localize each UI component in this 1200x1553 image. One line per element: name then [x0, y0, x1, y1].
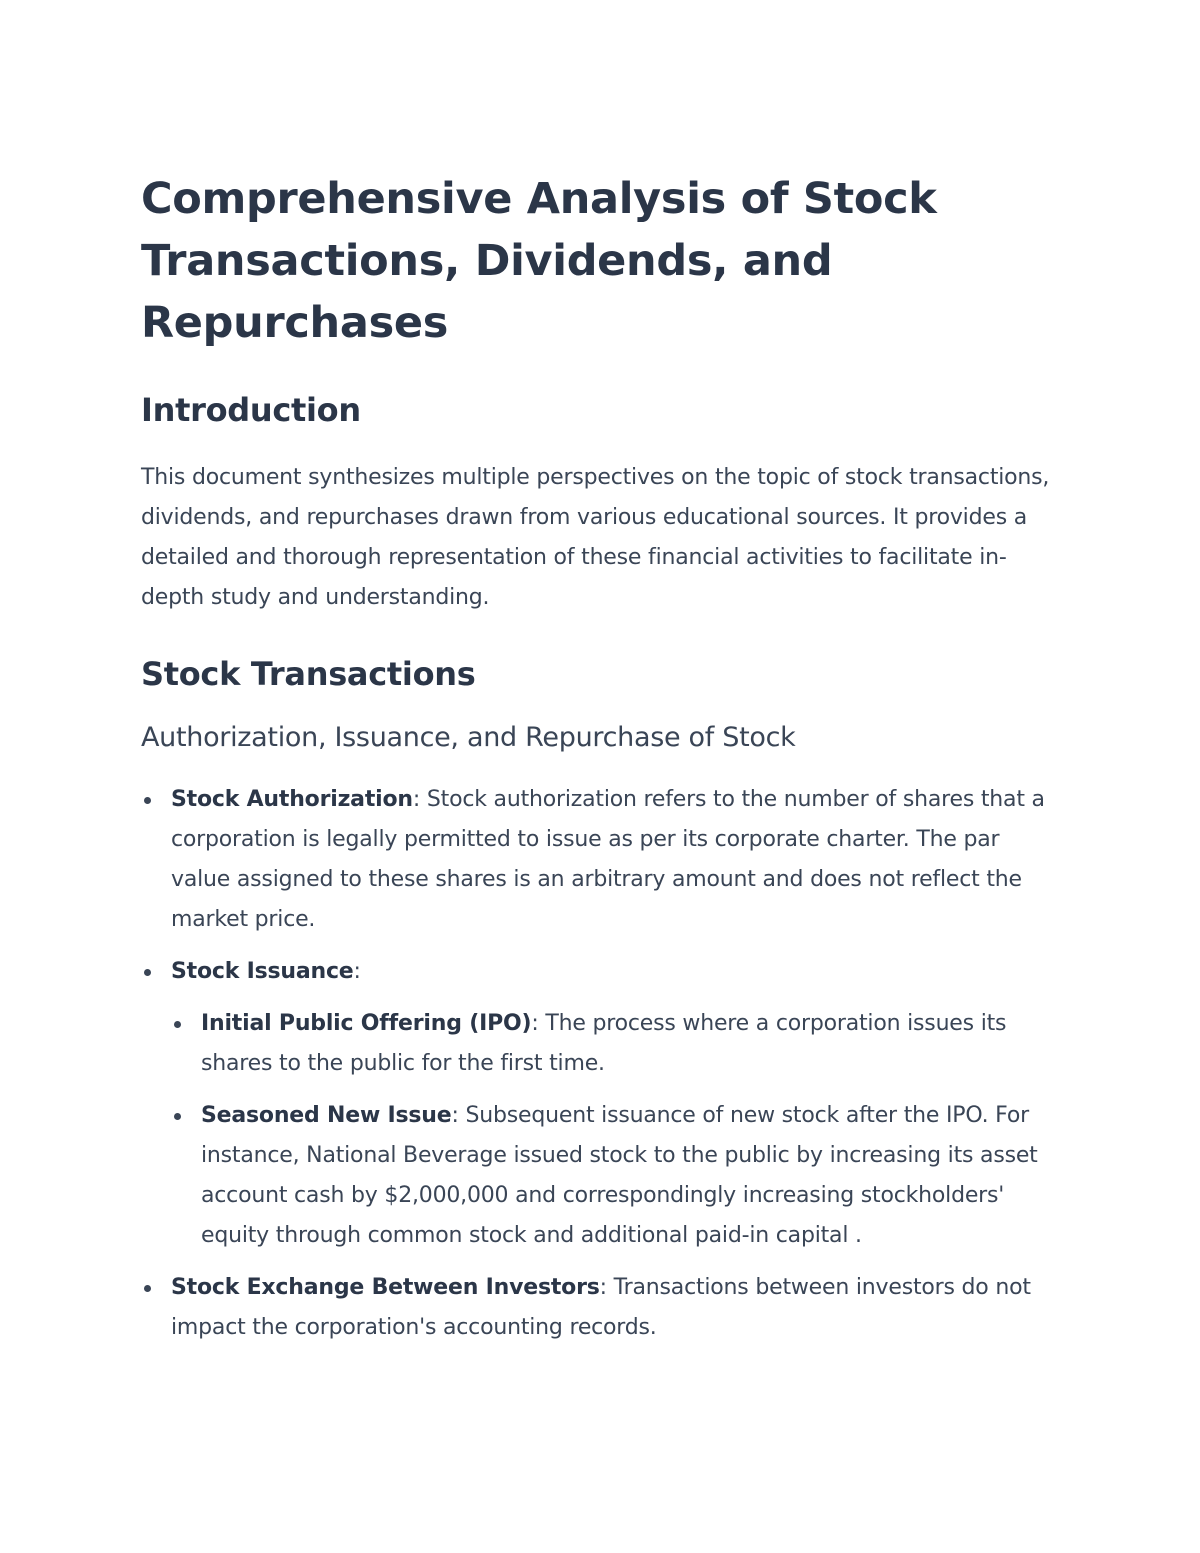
term-seasoned-new-issue: Seasoned New Issue — [201, 1103, 452, 1128]
list-item-stock-exchange — [141, 1268, 1060, 1348]
list-item-stock-issuance — [141, 952, 1060, 1256]
desc-stock-authorization: : Stock authorization refers to the number of shares that a corporation is legally permitted to issue as per its corporate charter. The par value assigned to these shares is an arbitrary amount and does not reflect the market price. — [171, 787, 1045, 932]
introduction-paragraph: This document synthesizes multiple perspectives on the topic of stock transactions, dividends, and repurchases drawn from various educational sources. It provides a detailed and thorough representation of these financial activities to facilitate in-depth study and understanding. — [141, 465, 1050, 610]
document-title: Comprehensive Analysis of Stock Transactions, Dividends, and Repurchases — [141, 174, 937, 348]
term-ipo: Initial Public Offering (IPO) — [201, 1011, 532, 1036]
authorization-subheading: Authorization, Issuance, and Repurchase of Stock — [141, 722, 796, 753]
stock-issuance-sublist — [171, 1004, 1060, 1256]
list-item-stock-authorization — [141, 780, 1060, 940]
list-item-ipo — [171, 1004, 1060, 1084]
desc-ipo: : The process where a corporation issues its shares to the public for the first time. — [201, 1011, 1007, 1076]
term-stock-issuance: Stock Issuance — [171, 959, 354, 984]
term-stock-exchange: Stock Exchange Between Investors — [171, 1275, 600, 1300]
desc-seasoned-new-issue: : Subsequent issuance of new stock after the IPO. For instance, National Beverage issued stock to the public by increasing its asset account cash by $2,000,000 and correspondingly increasing stockholders' equity through common stock and additional paid-in capital . — [201, 1103, 1038, 1248]
stock-transactions-heading: Stock Transactions — [141, 655, 476, 693]
desc-stock-issuance: : — [353, 959, 361, 984]
stock-transactions-list — [141, 780, 1060, 1348]
desc-stock-exchange: : Transactions between investors do not impact the corporation's accounting records. — [171, 1275, 1031, 1340]
term-stock-authorization: Stock Authorization — [171, 787, 413, 812]
list-item-seasoned-new-issue — [171, 1096, 1060, 1256]
introduction-heading: Introduction — [141, 391, 361, 429]
